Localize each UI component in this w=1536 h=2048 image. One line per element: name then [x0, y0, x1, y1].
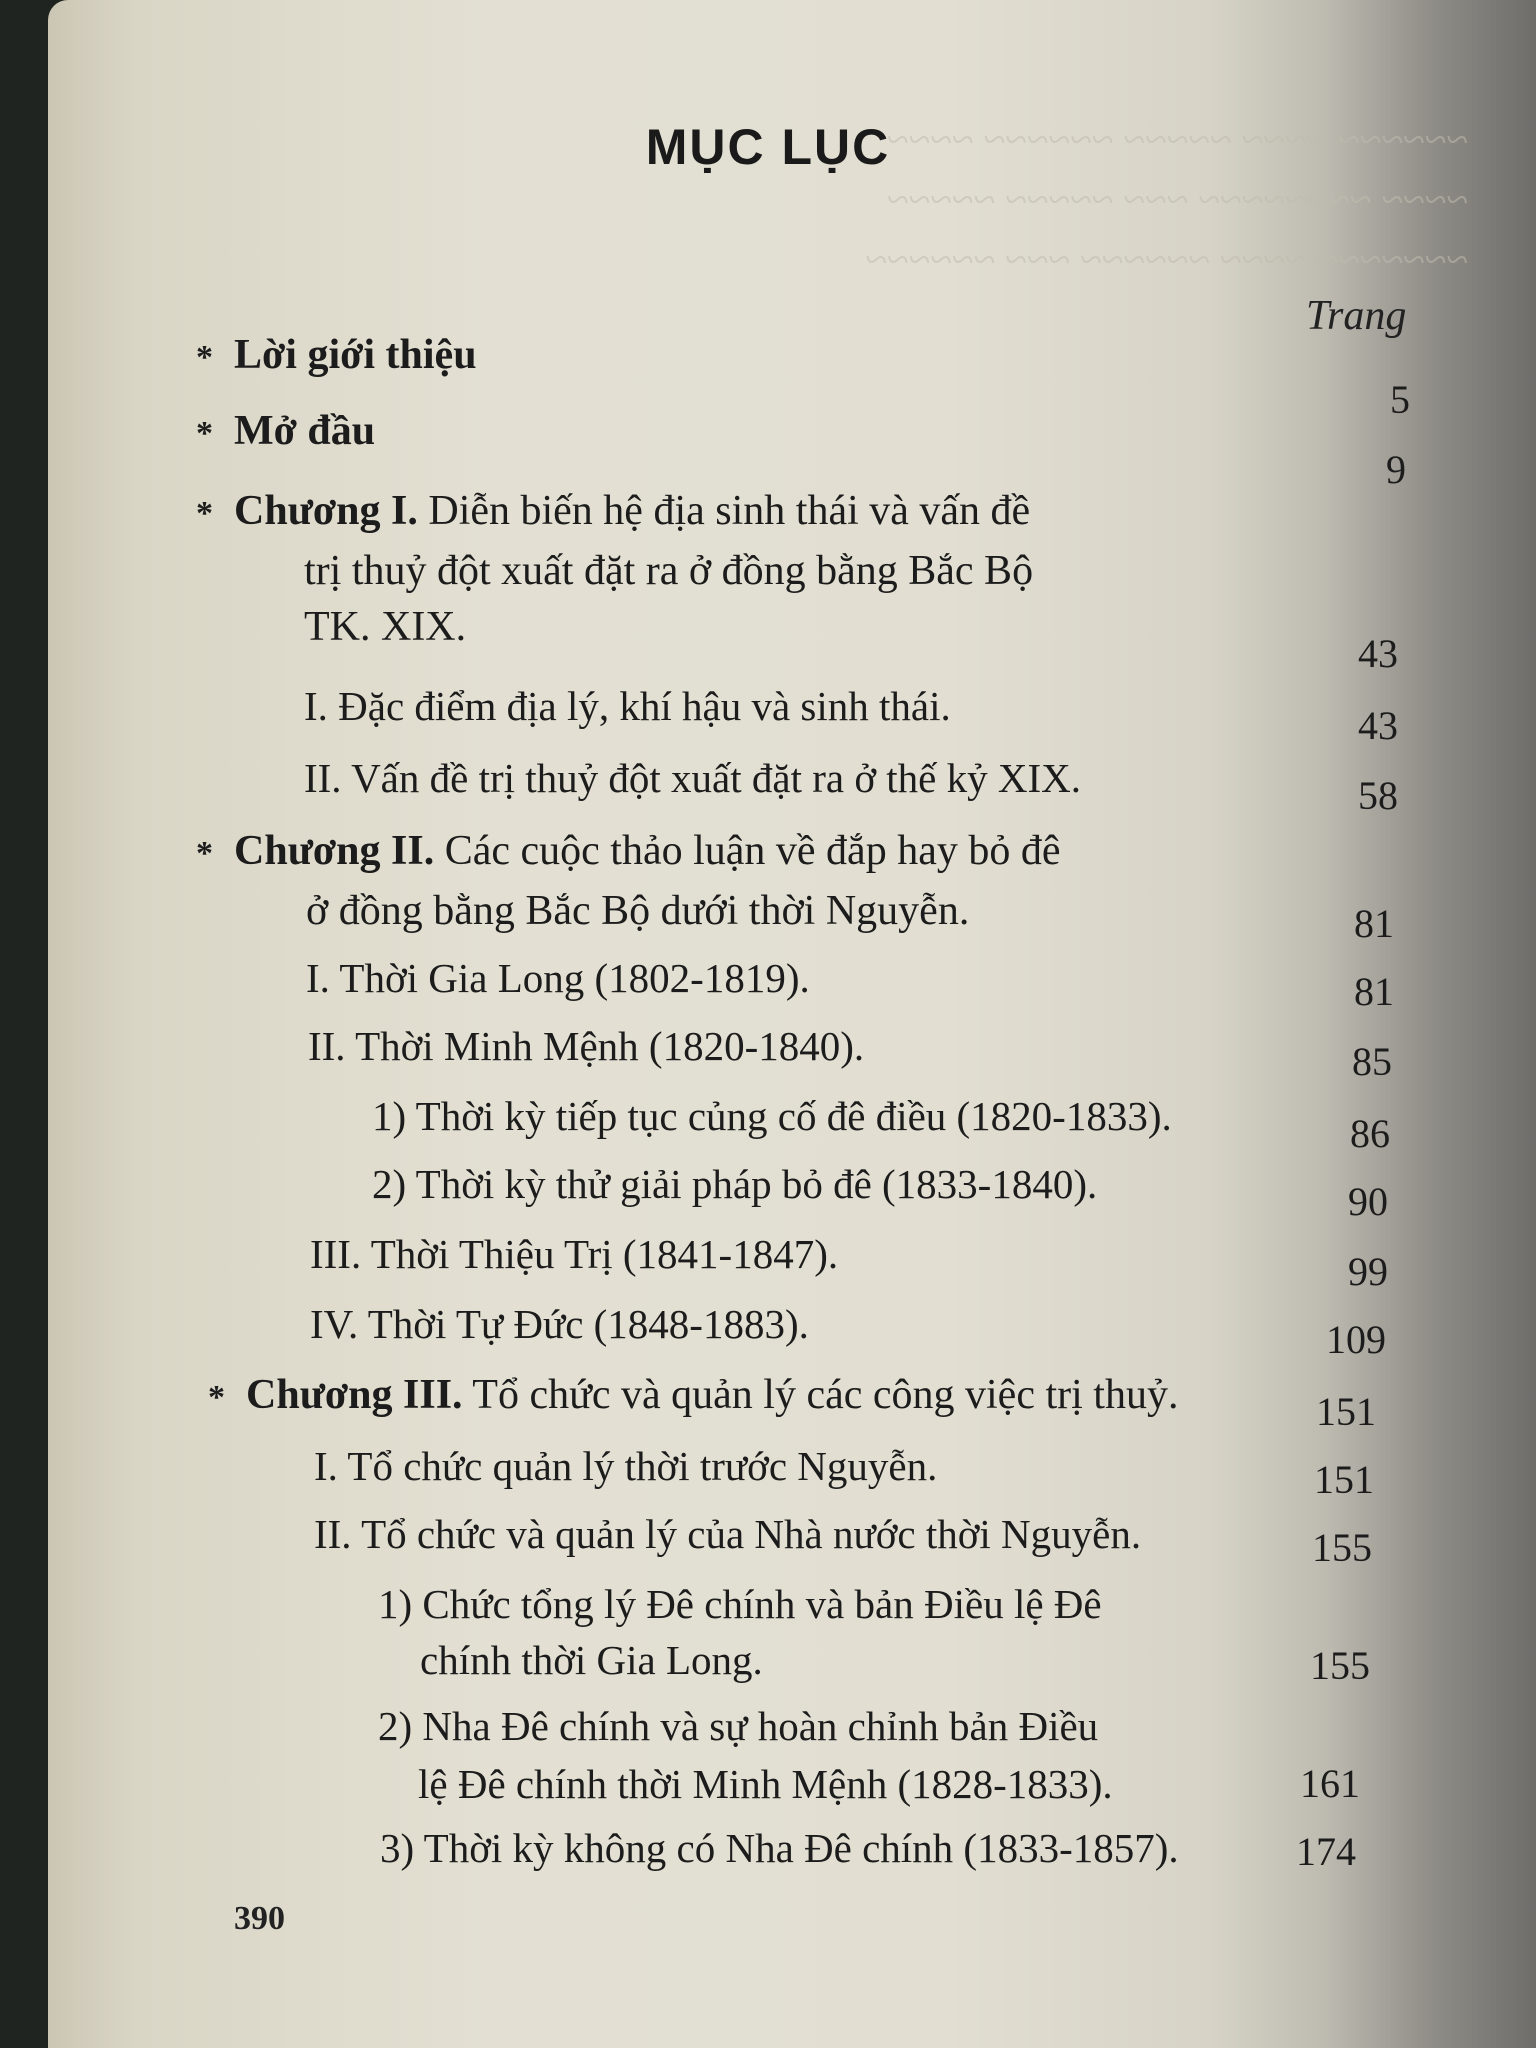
bullet-star: *	[196, 415, 213, 452]
entry-page: 81	[1354, 901, 1394, 946]
entry-page: 43	[1358, 703, 1398, 748]
toc-entry	[196, 410, 375, 452]
toc-entry: II. Tổ chức và quản lý của Nhà nước thời Nguyễn.	[314, 1511, 1142, 1557]
toc-entry: IV. Thời Tự Đức (1848-1883).	[310, 1301, 809, 1347]
entry-page: 151	[1316, 1389, 1376, 1434]
toc-entry: I. Thời Gia Long (1802-1819).	[306, 955, 810, 1001]
entry-page: 81	[1354, 969, 1394, 1014]
toc-entry: I. Đặc điểm địa lý, khí hậu và sinh thái.	[304, 683, 951, 729]
toc-entry	[196, 830, 1060, 872]
bullet-star: *	[196, 339, 213, 376]
toc-entry: 2) Nha Đê chính và sự hoàn chỉnh bản Điều	[378, 1703, 1099, 1749]
entry-page: 85	[1352, 1039, 1392, 1084]
entry-title: Chương II.	[234, 828, 435, 874]
entry-text-line2: chính thời Gia Long.	[420, 1637, 763, 1683]
entry-page: 155	[1310, 1643, 1370, 1688]
toc-entry: II. Thời Minh Mệnh (1820-1840).	[308, 1023, 865, 1069]
page-title: MỤC LỤC	[645, 119, 891, 175]
entry-page: 109	[1326, 1317, 1386, 1362]
entry-page: 90	[1348, 1179, 1388, 1224]
toc-entry: III. Thời Thiệu Trị (1841-1847).	[310, 1231, 839, 1277]
bullet-star: *	[208, 1379, 225, 1416]
bullet-star: *	[196, 835, 213, 872]
show-through-text: ~~~~~~ ~~~~ ~~~~~ ~~~~~~ ~~~~ ~~~~ ~~~~~~~~ ~~~ ~~~~~ ~~~~~ ~~~~~~~ ~~~~ ~~~~~~ ~~~ ~~~~~~	[865, 117, 1468, 282]
toc-entry: 3) Thời kỳ không có Nha Đê chính (1833-1857).	[380, 1825, 1179, 1871]
entry-page: 9	[1386, 447, 1406, 492]
entry-text-line2: lệ Đê chính thời Minh Mệnh (1828-1833).	[418, 1761, 1113, 1807]
entry-page: 151	[1314, 1457, 1374, 1502]
entry-text: Diễn biến hệ địa sinh thái và vấn đề	[417, 488, 1031, 534]
page-number: 390	[234, 1900, 285, 1937]
entry-title: Chương I.	[234, 488, 418, 534]
entry-title: Lời giới thiệu	[234, 332, 477, 378]
bullet-star: *	[196, 495, 213, 532]
entry-title: Chương III.	[246, 1372, 463, 1418]
entry-page: 5	[1390, 377, 1410, 422]
entry-page: 161	[1300, 1761, 1360, 1806]
entry-page: 58	[1358, 773, 1398, 818]
entry-title: Mở đầu	[234, 408, 376, 454]
toc-entry: 1) Chức tổng lý Đê chính và bản Điều lệ Đê	[378, 1581, 1102, 1627]
toc-entry: 1) Thời kỳ tiếp tục củng cố đê điều (1820-1833).	[372, 1093, 1172, 1139]
entry-text-line3: TK. XIX.	[304, 604, 467, 650]
entry-page: 99	[1348, 1249, 1388, 1294]
entry-text-line2: trị thuỷ đột xuất đặt ra ở đồng bằng Bắc Bộ	[304, 548, 1034, 594]
entry-text-line2: ở đồng bằng Bắc Bộ dưới thời Nguyễn.	[306, 888, 970, 934]
toc-entry: II. Vấn đề trị thuỷ đột xuất đặt ra ở thế kỷ XIX.	[304, 755, 1081, 801]
toc-entry	[196, 334, 477, 376]
toc-entry	[196, 490, 1030, 532]
entry-page: 43	[1358, 631, 1398, 676]
entry-page: 86	[1350, 1111, 1390, 1156]
entry-text: Tổ chức và quản lý các công việc trị thuỷ.	[462, 1372, 1179, 1418]
toc-entry: I. Tổ chức quản lý thời trước Nguyễn.	[314, 1443, 938, 1489]
toc-entry: 2) Thời kỳ thử giải pháp bỏ đê (1833-1840).	[372, 1161, 1098, 1207]
page-column-label: Trang	[1306, 293, 1407, 339]
entry-page: 174	[1296, 1829, 1356, 1874]
entry-text: Các cuộc thảo luận về đắp hay bỏ đê	[434, 828, 1061, 874]
toc-entry	[208, 1374, 1178, 1416]
entry-page: 155	[1312, 1525, 1372, 1570]
